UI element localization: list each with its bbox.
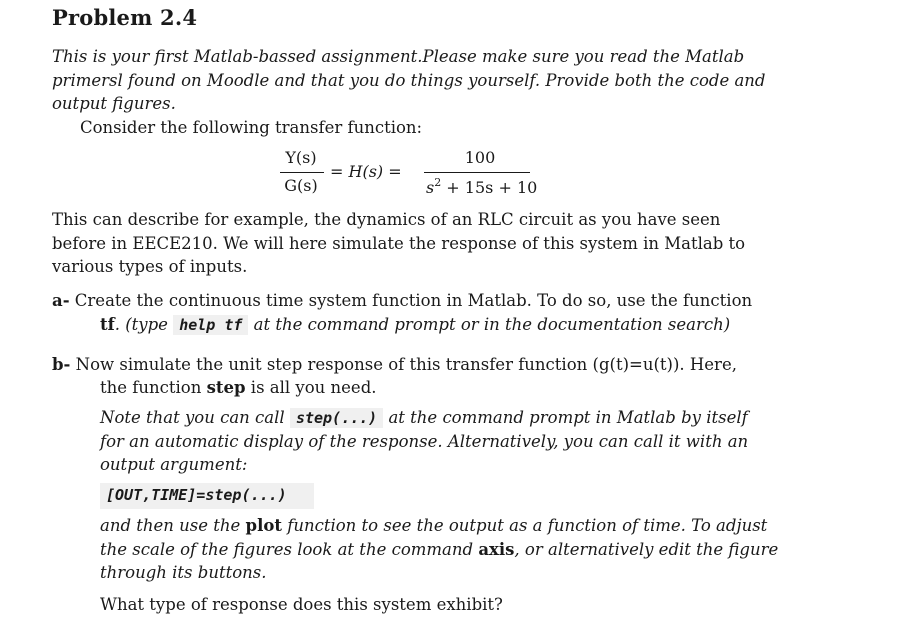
lhs-numerator: Y(s) [285,148,317,167]
help-tf-code: help tf [173,315,248,335]
intro-line-2: primersl found on Moodle and that you do things yourself. Provide both the code and [52,71,766,90]
code-line: [OUT,TIME]=step(...) [106,486,287,504]
problem-title: Problem 2.4 [52,5,198,30]
description-line-3: various types of inputs. [52,257,248,276]
plot-command: plot [245,516,282,535]
intro-line-1: This is your first Matlab-bassed assignment.Please make sure you read the Matlab [52,47,745,66]
buttons-line: through its buttons. [100,563,267,582]
note-line-1: Note that you can call step(...) at the command prompt in Matlab by itself [100,408,748,427]
item-a-line-1: a- Create the continuous time system function in Matlab. To do so, use the function [52,291,753,310]
step-command: step [206,378,246,397]
note-line-2: for an automatic display of the response. Alternatively, you can call it with an [100,432,749,451]
consider-text: Consider the following transfer function: [80,118,423,137]
code-block [100,483,314,509]
lhs-fraction-bar [280,172,324,173]
item-a-label: a- [52,291,70,310]
intro-line-3: output figures. [52,94,176,113]
item-b-line-1: b- Now simulate the unit step response of this transfer function (g(t)=u(t)). Here, [52,355,737,374]
tf-command: tf [100,315,115,334]
plot-line: and then use the plot function to see the output as a function of time. To adjust [100,516,768,535]
lhs-denominator: G(s) [284,176,318,195]
note-line-3: output argument: [100,455,248,474]
description-line-2: before in EECE210. We will here simulate the response of this system in Matlab to [52,234,746,253]
description-line-1: This can describe for example, the dynamics of an RLC circuit as you have seen [52,210,721,229]
rhs-numerator: 100 [464,148,496,167]
transfer-function-equation [280,148,540,202]
step-code: step(...) [290,408,383,428]
question-text: What type of response does this system exhibit? [100,595,503,614]
item-b-line-2: the function step is all you need. [100,378,377,397]
item-a-line-2: tf. (type help tf at the command prompt or in the documentation search) [100,315,731,334]
equation-middle: = H(s) = [330,162,402,181]
rhs-denominator: $s^2 + 15s + 10$ [426,176,538,197]
axis-command: axis [478,540,515,559]
item-b-label: b- [52,355,71,374]
axis-line: the scale of the figures look at the command axis, or alternatively edit the figure [100,540,779,559]
rhs-fraction-bar [424,172,530,173]
